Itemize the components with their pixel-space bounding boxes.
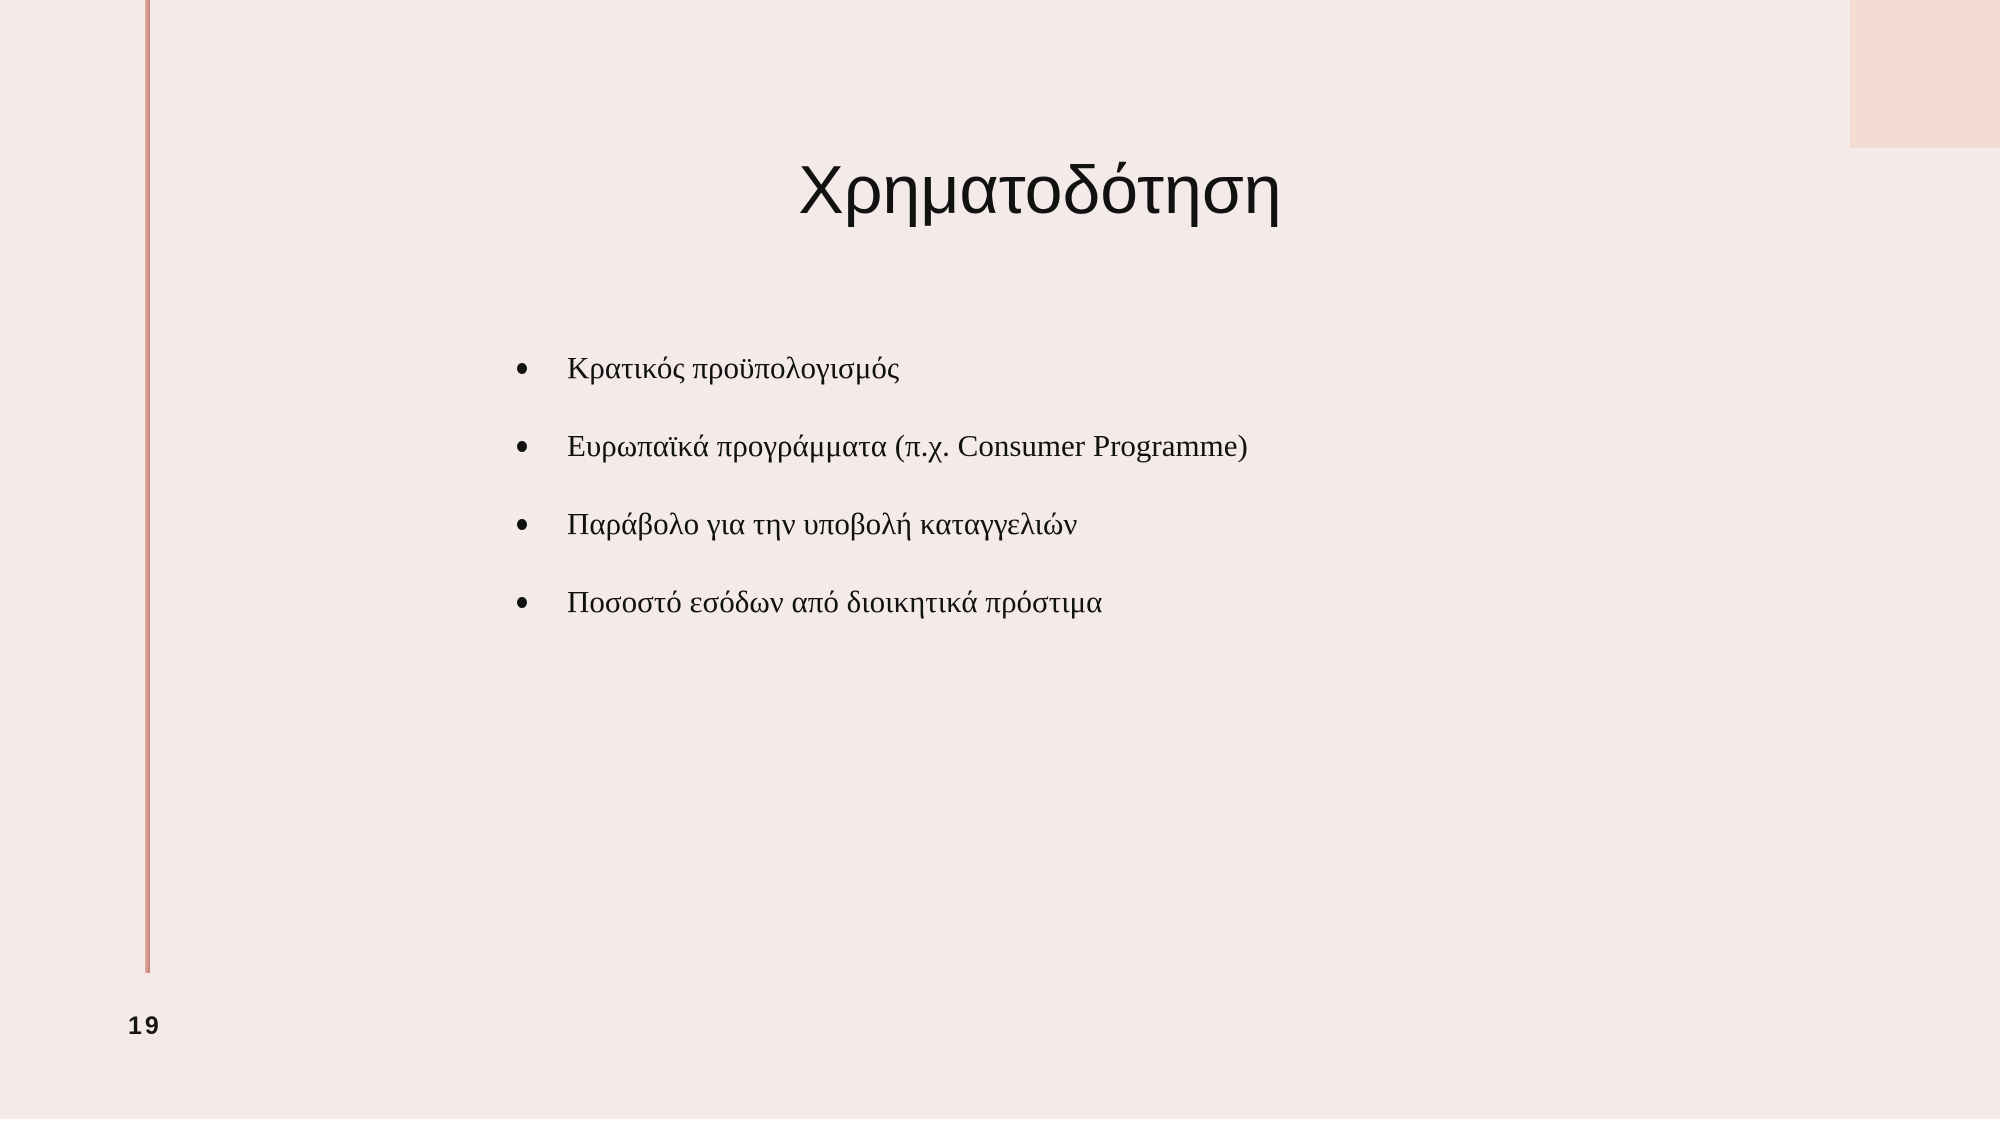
bullet-item	[505, 329, 1705, 407]
bullet-dot-icon	[517, 441, 527, 452]
bullet-dot-icon	[517, 597, 527, 608]
bullet-text: Ποσοστό εσόδων από διοικητικά πρόστιμα	[567, 584, 1103, 619]
page-number: 19	[128, 1012, 162, 1040]
bullet-dot-icon	[517, 363, 527, 374]
left-accent-line	[145, 0, 150, 973]
corner-accent-rect	[1850, 0, 2000, 148]
bullet-text: Παράβολο για την υποβολή καταγγελιών	[567, 506, 1078, 541]
slide-title: Χρηματοδότηση	[798, 152, 1282, 228]
bullet-list	[505, 329, 1705, 641]
bullet-text: Ευρωπαϊκά προγράμματα (π.χ. Consumer Programme)	[567, 428, 1248, 463]
bullet-dot-icon	[517, 519, 527, 530]
bullet-text: Κρατικός προϋπολογισμός	[567, 350, 900, 385]
bullet-item	[505, 485, 1705, 563]
bullet-item	[505, 407, 1705, 485]
bottom-edge-strip	[0, 1119, 2000, 1125]
bullet-item	[505, 563, 1705, 641]
